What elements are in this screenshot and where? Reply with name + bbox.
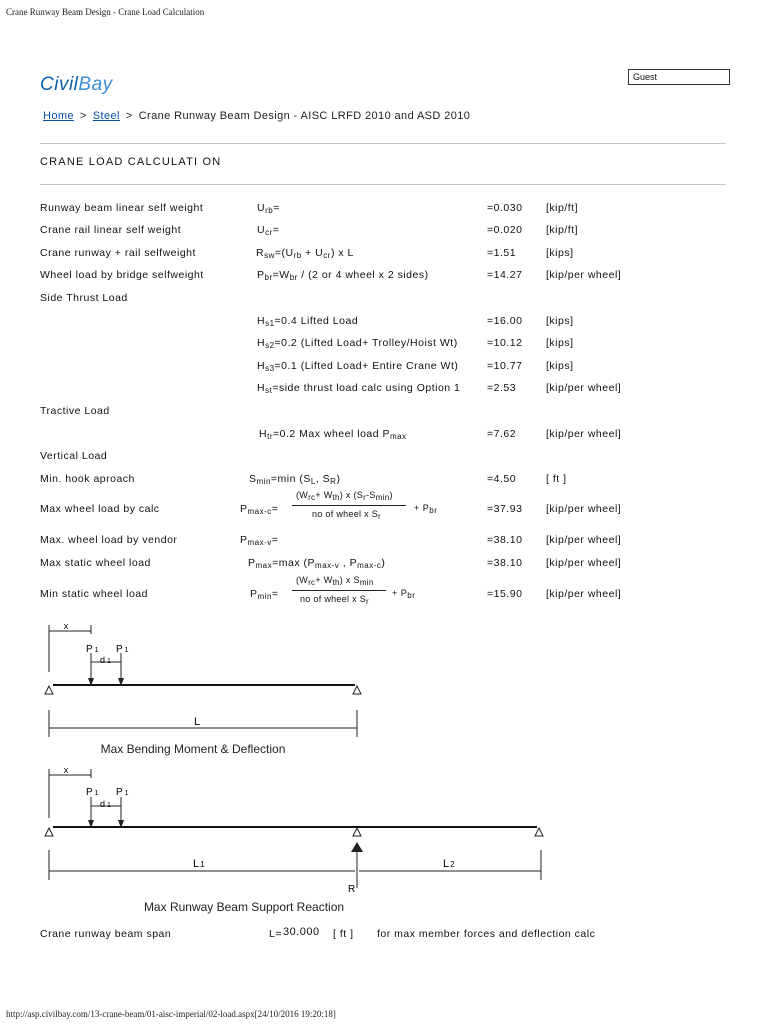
breadcrumb-separator: >: [125, 110, 133, 122]
support-right: [535, 828, 543, 836]
d1-label: d 1: [100, 799, 111, 809]
formula: $U_{rb}=$: [257, 202, 280, 215]
breadcrumb-home-link[interactable]: Home: [43, 110, 74, 122]
support-left: [45, 828, 53, 836]
row-label: Crane rail linear self weight: [40, 224, 182, 236]
fraction-denominator: no of wheel x $S_r$: [300, 594, 370, 606]
row-value: =0.020: [487, 224, 523, 236]
subsection-tractive: [0, 401, 768, 423]
load-p1-label: P 1: [86, 644, 99, 655]
formula-plus-term: + $P_{br}$: [392, 588, 416, 600]
load-row-smin: [0, 469, 768, 491]
span-l2-label: L2: [443, 858, 455, 870]
row-unit: [kip/per wheel]: [546, 588, 622, 600]
breadcrumb: [43, 110, 470, 122]
formula: $H_{s3}=0.1$ (Lifted Load+ Entire Crane Wt): [257, 360, 459, 373]
reaction-arrow-head: [351, 842, 363, 852]
load-row-pmax-v: [0, 530, 768, 552]
row-value: =38.10: [487, 557, 523, 569]
breadcrumb-separator: >: [79, 110, 87, 122]
span-l1-label: L1: [193, 858, 205, 870]
subsection-vertical: [0, 446, 768, 468]
row-value: =10.12: [487, 337, 523, 349]
formula: $U_{cr}=$: [257, 224, 280, 237]
row-value: =14.27: [487, 269, 523, 281]
row-unit: [kips]: [546, 315, 574, 327]
row-label: Max static wheel load: [40, 557, 151, 569]
formula-fraction: [292, 490, 412, 530]
load-p1-label: P 1: [116, 787, 129, 798]
formula: $P_{max-v}=$: [240, 534, 279, 547]
row-unit: [ ft ]: [546, 473, 567, 485]
diagram-support-reaction: [0, 760, 768, 920]
support-middle: [353, 828, 361, 836]
load-row-ucr: [0, 220, 768, 242]
load-row-htr: [0, 424, 768, 446]
divider: [40, 184, 726, 185]
subsection-title: Vertical Load: [40, 450, 108, 462]
fraction-numerator: $(W_{rc}+ W_{th})$ x $S_{min}$: [296, 575, 374, 587]
formula: $P_{br}=W_{br} / (2$ or 4 wheel x 2 sides): [257, 269, 429, 282]
row-value: =37.93: [487, 503, 523, 515]
load-row-hs1: [0, 311, 768, 333]
row-unit: [kip/per wheel]: [546, 428, 622, 440]
row-value: =10.77: [487, 360, 523, 372]
row-label: Max wheel load by calc: [40, 503, 160, 515]
row-label: Crane runway + rail selfweight: [40, 247, 196, 259]
load-p1-label: P 1: [86, 787, 99, 798]
breadcrumb-steel-link[interactable]: Steel: [92, 110, 120, 122]
x-label: x: [63, 621, 69, 631]
load-row-hst: [0, 378, 768, 400]
row-value: =16.00: [487, 315, 523, 327]
span-label: L: [193, 716, 201, 728]
divider: [40, 143, 726, 144]
load-row-pmax: [0, 553, 768, 575]
formula: $H_{tr}=0.2$ Max wheel load $P_{max}$: [259, 428, 407, 441]
row-unit: [kips]: [546, 247, 574, 259]
support-right: [353, 686, 361, 694]
formula-lhs: $P_{min}=$: [250, 588, 279, 601]
formula: $H_{s2}=0.2$ (Lifted Load+ Trolley/Hoist Wt): [257, 337, 458, 350]
row-unit: [kip/per wheel]: [546, 534, 622, 546]
logo-part-civil: Civil: [40, 74, 79, 95]
row-unit: [kip/per wheel]: [546, 503, 622, 515]
fraction-numerator: $(W_{rc}+ W_{th})$ x $(S_r-S_{min})$: [296, 490, 393, 502]
row-unit: [kip/per wheel]: [546, 557, 622, 569]
row-unit: [kip/ft]: [546, 202, 579, 214]
diagram-caption: Max Bending Moment & Deflection: [100, 742, 286, 756]
row-label: Max. wheel load by vendor: [40, 534, 178, 546]
row-label: Runway beam linear self weight: [40, 202, 204, 214]
formula-plus-term: + $P_{br}$: [414, 503, 438, 515]
row-value: =0.030: [487, 202, 523, 214]
row-unit: [kip/ft]: [546, 224, 579, 236]
formula-lhs: $P_{max-c}=$: [240, 503, 279, 516]
print-header: Crane Runway Beam Design - Crane Load Calculation: [6, 7, 205, 17]
span-symbol: L=: [269, 928, 282, 940]
diagram-caption: Max Runway Beam Support Reaction: [143, 900, 345, 914]
formula-fraction: [292, 575, 392, 615]
span-value-input[interactable]: 30.000: [283, 926, 320, 938]
row-label: Min static wheel load: [40, 588, 148, 600]
logo-part-bay: Bay: [78, 74, 113, 95]
user-status-box[interactable]: Guest: [628, 69, 730, 85]
row-unit: [kips]: [546, 337, 574, 349]
row-unit: [kip/per wheel]: [546, 269, 622, 281]
row-value: =1.51: [487, 247, 517, 259]
span-label: Crane runway beam span: [40, 928, 172, 940]
row-unit: [kips]: [546, 360, 574, 372]
load-row-hs3: [0, 356, 768, 378]
span-input-row: [0, 926, 768, 944]
load-row-hs2: [0, 333, 768, 355]
row-label: Min. hook aproach: [40, 473, 135, 485]
reaction-label: R: [348, 884, 356, 895]
load-row-rsw: [0, 243, 768, 265]
subsection-title: Tractive Load: [40, 405, 110, 417]
load-row-pmin: [0, 575, 768, 606]
fraction-bar: [292, 590, 386, 591]
breadcrumb-current: Crane Runway Beam Design - AISC LRFD 2010 and ASD 2010: [138, 110, 471, 122]
formula: $H_{s1}=0.4$ Lifted Load: [257, 315, 359, 328]
formula: $H_{st}=side$ thrust load calc using Option 1: [257, 382, 461, 395]
support-left: [45, 686, 53, 694]
row-value: =15.90: [487, 588, 523, 600]
x-label: x: [63, 765, 69, 775]
print-footer-url: http://asp.civilbay.com/13-crane-beam/01-aisc-imperial/02-load.aspx[24/10/2016 19:20:18]: [6, 1009, 336, 1019]
load-row-pbr: [0, 265, 768, 287]
load-row-urb: [0, 198, 768, 220]
row-value: =38.10: [487, 534, 523, 546]
formula: $S_{min}=\min$ ($S_L$, $S_R$): [249, 473, 341, 486]
section-title: CRANE LOAD CALCULATI ON: [40, 156, 222, 168]
fraction-denominator: no of wheel x $S_r$: [312, 509, 382, 521]
span-note: for max member forces and deflection calc: [377, 928, 596, 940]
row-value: =2.53: [487, 382, 517, 394]
fraction-bar: [292, 505, 406, 506]
formula: $P_{max}=\max$ ($P_{max-v}$ , $P_{max-c}$): [248, 557, 386, 570]
subsection-side-thrust: [0, 288, 768, 310]
formula: $R_{sw}=(U_{rb} + U_{cr})$ x L: [256, 247, 354, 260]
row-label: Wheel load by bridge selfweight: [40, 269, 204, 281]
subsection-title: Side Thrust Load: [40, 292, 128, 304]
load-row-pmax-c: [0, 490, 768, 521]
diagram-bending-moment: [0, 616, 768, 764]
span-unit: [ ft ]: [333, 928, 354, 940]
civilbay-logo[interactable]: [40, 74, 113, 96]
d1-label: d 1: [100, 655, 111, 665]
load-p1-label: P 1: [116, 644, 129, 655]
row-unit: [kip/per wheel]: [546, 382, 622, 394]
row-value: =4.50: [487, 473, 517, 485]
row-value: =7.62: [487, 428, 517, 440]
